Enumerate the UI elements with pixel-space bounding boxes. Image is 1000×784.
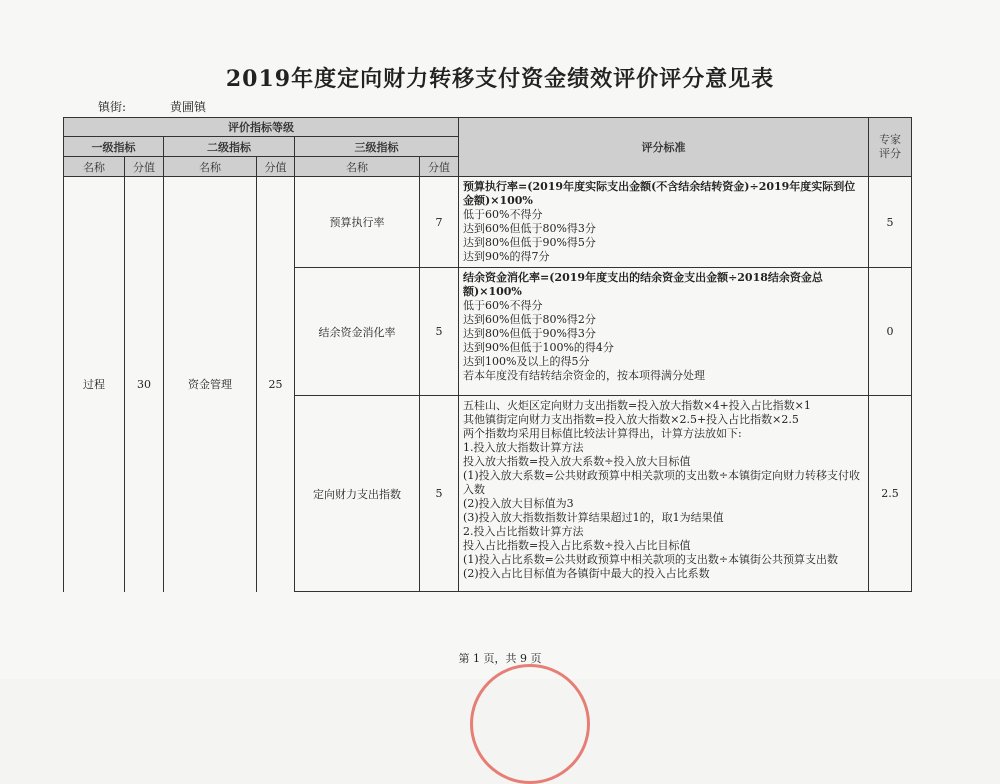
standard-line: 投入占比指数=投入占比系数÷投入占比目标值	[463, 539, 691, 552]
official-seal	[470, 664, 590, 784]
standard-line: 其他镇街定向财力支出指数=投入放大指数×2.5+投入占比指数×2.5	[463, 413, 799, 426]
standard-line: 达到90%但低于100%的得4分	[463, 341, 614, 354]
level2-name-header: 名称	[164, 157, 257, 177]
level3-score-cell: 5	[420, 396, 459, 592]
level1-name-cell: 过程	[64, 177, 125, 592]
standard-line: 两个指数均采用目标值比较法计算得出，计算方法放如下:	[463, 427, 742, 440]
table-row	[64, 177, 912, 268]
standard-line: 达到90%的得7分	[463, 250, 550, 263]
level2-header: 二级指标	[164, 137, 295, 157]
standard-cell	[459, 177, 869, 268]
level2-name-cell: 资金管理	[164, 177, 257, 592]
level2-score-cell: 25	[257, 177, 295, 592]
expert-score-cell: 2.5	[869, 396, 912, 592]
standard-cell	[459, 268, 869, 396]
standard-line: 达到60%但低于80%得3分	[463, 222, 596, 235]
level3-name-cell: 定向财力支出指数	[295, 396, 420, 592]
standard-line: 若本年度没有结转结余资金的，按本项得满分处理	[463, 369, 706, 382]
evaluation-table	[63, 117, 912, 592]
level-group-header: 评价指标等级	[64, 118, 459, 137]
standard-line: (1)投入占比系数=公共财政预算中相关款项的支出数÷本镇街公共预算支出数	[463, 553, 839, 566]
standard-line: (2)投入放大目标值为3	[463, 497, 574, 510]
level1-name-header: 名称	[64, 157, 125, 177]
standard-line: 结余资金消化率=(2019年度支出的结余资金支出金额÷2018结余资金总额)×100%	[463, 271, 823, 298]
page-title: 2019年度定向财力转移支付资金绩效评价评分意见表	[225, 66, 775, 92]
level3-score-cell: 5	[420, 268, 459, 396]
standard-line: 投入放大指数=投入放大系数÷投入放大目标值	[463, 455, 691, 468]
standard-line: 五桂山、火炬区定向财力支出指数=投入放大指数×4+投入占比指数×1	[463, 399, 811, 412]
expert-score-header	[869, 118, 912, 177]
level3-score-header: 分值	[420, 157, 459, 177]
standard-line: 达到60%但低于80%得2分	[463, 313, 596, 326]
standard-line: 1.投入放大指数计算方法	[463, 441, 584, 454]
standard-line: 达到80%但低于90%得3分	[463, 327, 596, 340]
standard-cell	[459, 396, 869, 592]
level1-header: 一级指标	[64, 137, 164, 157]
standard-line: 达到80%但低于90%得5分	[463, 236, 596, 249]
level3-name-header: 名称	[295, 157, 420, 177]
level1-score-cell: 30	[125, 177, 164, 592]
standard-line: 低于60%不得分	[463, 208, 543, 221]
expert-score-header-text: 专家评分	[879, 133, 902, 160]
level2-score-header: 分值	[257, 157, 295, 177]
standard-header: 评分标准	[459, 118, 869, 177]
level3-name-cell: 预算执行率	[295, 177, 420, 268]
page-footer: 第 1 页，共 9 页	[458, 652, 542, 665]
standard-line: (3)投入放大指数指数计算结果超过1的，取1为结果值	[463, 511, 724, 524]
level3-header: 三级指标	[295, 137, 459, 157]
standard-line: (1)投入放大系数=公共财政预算中相关款项的支出数÷本镇街定向财力转移支付收入数	[463, 469, 861, 496]
level1-score-header: 分值	[125, 157, 164, 177]
expert-score-cell: 5	[869, 177, 912, 268]
town-label: 镇街:	[98, 100, 127, 114]
standard-line: 预算执行率=(2019年度实际支出金额(不含结余结转资金)÷2019年度实际到位金额)×100%	[463, 180, 856, 207]
expert-score-cell: 0	[869, 268, 912, 396]
standard-line: 2.投入占比指数计算方法	[463, 525, 584, 538]
standard-line: (2)投入占比目标值为各镇街中最大的投入占比系数	[463, 567, 710, 580]
level3-score-cell: 7	[420, 177, 459, 268]
standard-line: 达到100%及以上的得5分	[463, 355, 590, 368]
town-value: 黄圃镇	[170, 100, 207, 114]
standard-line: 低于60%不得分	[463, 299, 543, 312]
level3-name-cell: 结余资金消化率	[295, 268, 420, 396]
